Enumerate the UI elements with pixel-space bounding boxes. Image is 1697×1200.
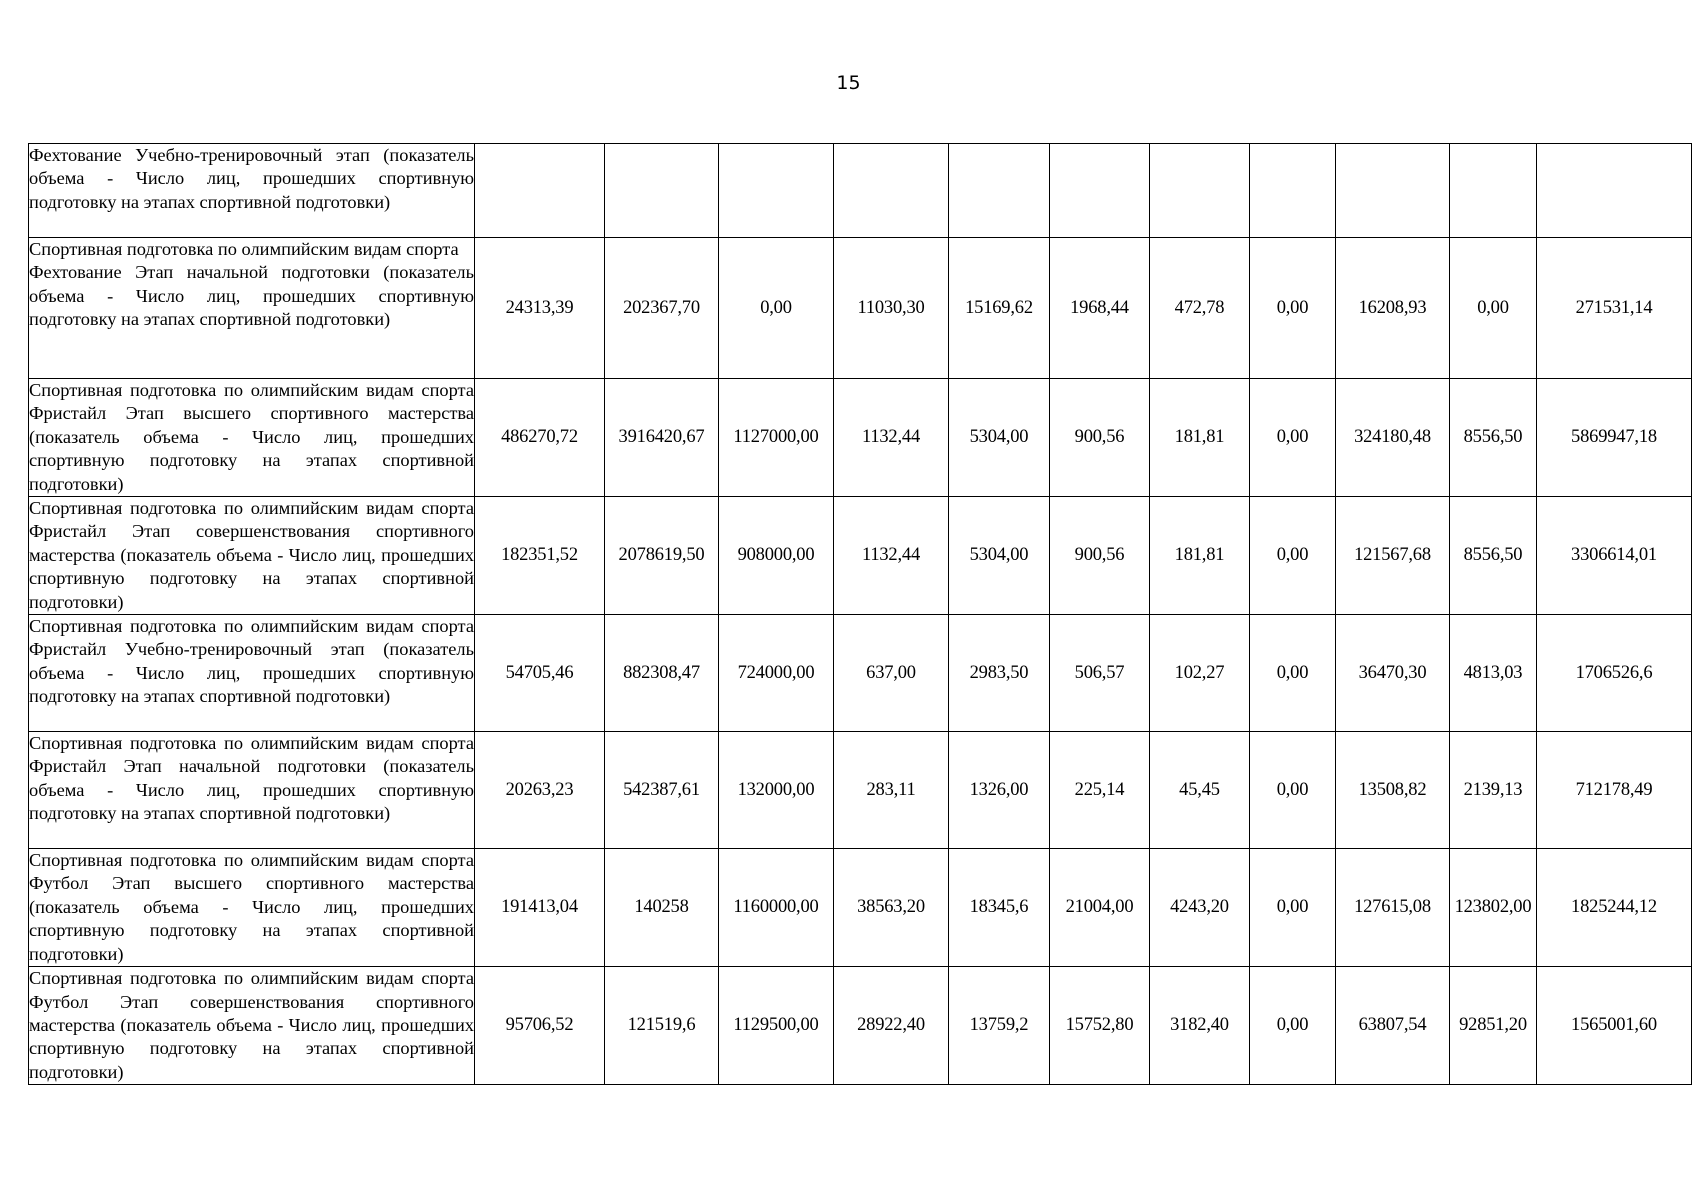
table-cell: 283,11 bbox=[834, 732, 949, 849]
row-description: Спортивная подготовка по олимпийским видам спорта Фристайл Учебно-тренировочный этап (показатель объема - Число лиц, прошедших спортивную подготовку на этапах спортивной подготовки) bbox=[29, 615, 475, 732]
table-row bbox=[29, 379, 1692, 497]
page-number: 15 bbox=[836, 72, 861, 94]
table-cell: 13759,2 bbox=[949, 967, 1050, 1085]
table-cell: 900,56 bbox=[1050, 497, 1150, 615]
table-cell: 712178,49 bbox=[1537, 732, 1692, 849]
table-cell: 1160000,00 bbox=[719, 849, 834, 967]
table-cell: 45,45 bbox=[1150, 732, 1250, 849]
table-cell: 121519,6 bbox=[605, 967, 719, 1085]
table-cell: 191413,04 bbox=[475, 849, 605, 967]
table-cell bbox=[605, 144, 719, 238]
table-cell: 121567,68 bbox=[1336, 497, 1450, 615]
table-row bbox=[29, 849, 1692, 967]
table-cell: 0,00 bbox=[1250, 849, 1336, 967]
table-cell: 15752,80 bbox=[1050, 967, 1150, 1085]
table-cell: 1825244,12 bbox=[1537, 849, 1692, 967]
table-cell: 271531,14 bbox=[1537, 238, 1692, 379]
table-cell: 225,14 bbox=[1050, 732, 1150, 849]
table-row bbox=[29, 732, 1692, 849]
table-cell: 21004,00 bbox=[1050, 849, 1150, 967]
table-cell bbox=[1050, 144, 1150, 238]
table-cell: 1132,44 bbox=[834, 379, 949, 497]
table-cell bbox=[1450, 144, 1537, 238]
table-cell: 908000,00 bbox=[719, 497, 834, 615]
table-cell: 63807,54 bbox=[1336, 967, 1450, 1085]
row-description: Фехтование Учебно-тренировочный этап (показатель объема - Число лиц, прошедших спортивную подготовку на этапах спортивной подготовки) bbox=[29, 144, 475, 238]
table-cell: 2983,50 bbox=[949, 615, 1050, 732]
table-cell: 724000,00 bbox=[719, 615, 834, 732]
table-cell: 0,00 bbox=[1250, 238, 1336, 379]
table-cell: 123802,00 bbox=[1450, 849, 1537, 967]
table-cell: 11030,30 bbox=[834, 238, 949, 379]
table-cell: 92851,20 bbox=[1450, 967, 1537, 1085]
table-cell: 102,27 bbox=[1150, 615, 1250, 732]
table-cell: 16208,93 bbox=[1336, 238, 1450, 379]
table-row bbox=[29, 497, 1692, 615]
row-description: Спортивная подготовка по олимпийским видам спорта Фристайл Этап начальной подготовки (показатель объема - Число лиц, прошедших спортивную подготовку на этапах спортивной подготовки) bbox=[29, 732, 475, 849]
table-cell: 0,00 bbox=[1250, 379, 1336, 497]
table-row bbox=[29, 144, 1692, 238]
table-cell: 13508,82 bbox=[1336, 732, 1450, 849]
table-row bbox=[29, 967, 1692, 1085]
table-cell: 506,57 bbox=[1050, 615, 1150, 732]
table-cell: 140258 bbox=[605, 849, 719, 967]
table-cell: 38563,20 bbox=[834, 849, 949, 967]
table-cell bbox=[949, 144, 1050, 238]
table-cell: 202367,70 bbox=[605, 238, 719, 379]
table-cell: 0,00 bbox=[719, 238, 834, 379]
table-cell bbox=[1250, 144, 1336, 238]
table-cell: 4813,03 bbox=[1450, 615, 1537, 732]
table-cell: 1968,44 bbox=[1050, 238, 1150, 379]
table-cell bbox=[1150, 144, 1250, 238]
table-cell: 0,00 bbox=[1250, 732, 1336, 849]
table-cell: 20263,23 bbox=[475, 732, 605, 849]
row-description: Спортивная подготовка по олимпийским видам спорта Фехтование Этап начальной подготовки (показатель объема - Число лиц, прошедших спортивную подготовку на этапах спортивной подготовки) bbox=[29, 238, 475, 379]
table-cell: 5304,00 bbox=[949, 379, 1050, 497]
table-cell: 486270,72 bbox=[475, 379, 605, 497]
table-cell: 18345,6 bbox=[949, 849, 1050, 967]
table-cell: 900,56 bbox=[1050, 379, 1150, 497]
table-cell: 132000,00 bbox=[719, 732, 834, 849]
table-cell: 8556,50 bbox=[1450, 497, 1537, 615]
table-cell: 472,78 bbox=[1150, 238, 1250, 379]
row-description: Спортивная подготовка по олимпийским видам спорта Фристайл Этап совершенствования спортивного мастерства (показатель объема - Число лиц, прошедших спортивную подготовку на этапах спортивной подготовки) bbox=[29, 497, 475, 615]
table-cell: 28922,40 bbox=[834, 967, 949, 1085]
table-cell: 36470,30 bbox=[1336, 615, 1450, 732]
table-cell: 95706,52 bbox=[475, 967, 605, 1085]
table-cell: 3916420,67 bbox=[605, 379, 719, 497]
table-cell: 181,81 bbox=[1150, 379, 1250, 497]
table-cell: 54705,46 bbox=[475, 615, 605, 732]
table-cell: 882308,47 bbox=[605, 615, 719, 732]
table-cell: 3182,40 bbox=[1150, 967, 1250, 1085]
table-cell: 181,81 bbox=[1150, 497, 1250, 615]
row-description: Спортивная подготовка по олимпийским видам спорта Фристайл Этап высшего спортивного мастерства (показатель объема - Число лиц, прошедших спортивную подготовку на этапах спортивной подготовки) bbox=[29, 379, 475, 497]
table-cell: 5869947,18 bbox=[1537, 379, 1692, 497]
table-cell: 1132,44 bbox=[834, 497, 949, 615]
table-row bbox=[29, 615, 1692, 732]
table-cell: 0,00 bbox=[1450, 238, 1537, 379]
table-cell: 0,00 bbox=[1250, 967, 1336, 1085]
table-cell: 24313,39 bbox=[475, 238, 605, 379]
table-cell bbox=[1537, 144, 1692, 238]
row-description: Спортивная подготовка по олимпийским видам спорта Футбол Этап высшего спортивного мастерства (показатель объема - Число лиц, прошедших спортивную подготовку на этапах спортивной подготовки) bbox=[29, 849, 475, 967]
table-cell bbox=[475, 144, 605, 238]
row-description: Спортивная подготовка по олимпийским видам спорта Футбол Этап совершенствования спортивного мастерства (показатель объема - Число лиц, прошедших спортивную подготовку на этапах спортивной подготовки) bbox=[29, 967, 475, 1085]
budget-table bbox=[28, 143, 1692, 1085]
table-cell: 8556,50 bbox=[1450, 379, 1537, 497]
table-cell: 3306614,01 bbox=[1537, 497, 1692, 615]
table-cell bbox=[834, 144, 949, 238]
table-cell: 15169,62 bbox=[949, 238, 1050, 379]
table-cell: 2139,13 bbox=[1450, 732, 1537, 849]
table-cell: 182351,52 bbox=[475, 497, 605, 615]
table-cell: 1129500,00 bbox=[719, 967, 834, 1085]
table-cell: 324180,48 bbox=[1336, 379, 1450, 497]
table-cell: 1326,00 bbox=[949, 732, 1050, 849]
table-cell bbox=[719, 144, 834, 238]
table-cell: 2078619,50 bbox=[605, 497, 719, 615]
table-row bbox=[29, 238, 1692, 379]
table-cell: 0,00 bbox=[1250, 615, 1336, 732]
table-cell: 127615,08 bbox=[1336, 849, 1450, 967]
table-cell: 4243,20 bbox=[1150, 849, 1250, 967]
table-cell: 637,00 bbox=[834, 615, 949, 732]
table-cell: 1127000,00 bbox=[719, 379, 834, 497]
table-cell bbox=[1336, 144, 1450, 238]
table-cell: 0,00 bbox=[1250, 497, 1336, 615]
table-cell: 542387,61 bbox=[605, 732, 719, 849]
table-cell: 1565001,60 bbox=[1537, 967, 1692, 1085]
table-cell: 5304,00 bbox=[949, 497, 1050, 615]
table-cell: 1706526,6 bbox=[1537, 615, 1692, 732]
